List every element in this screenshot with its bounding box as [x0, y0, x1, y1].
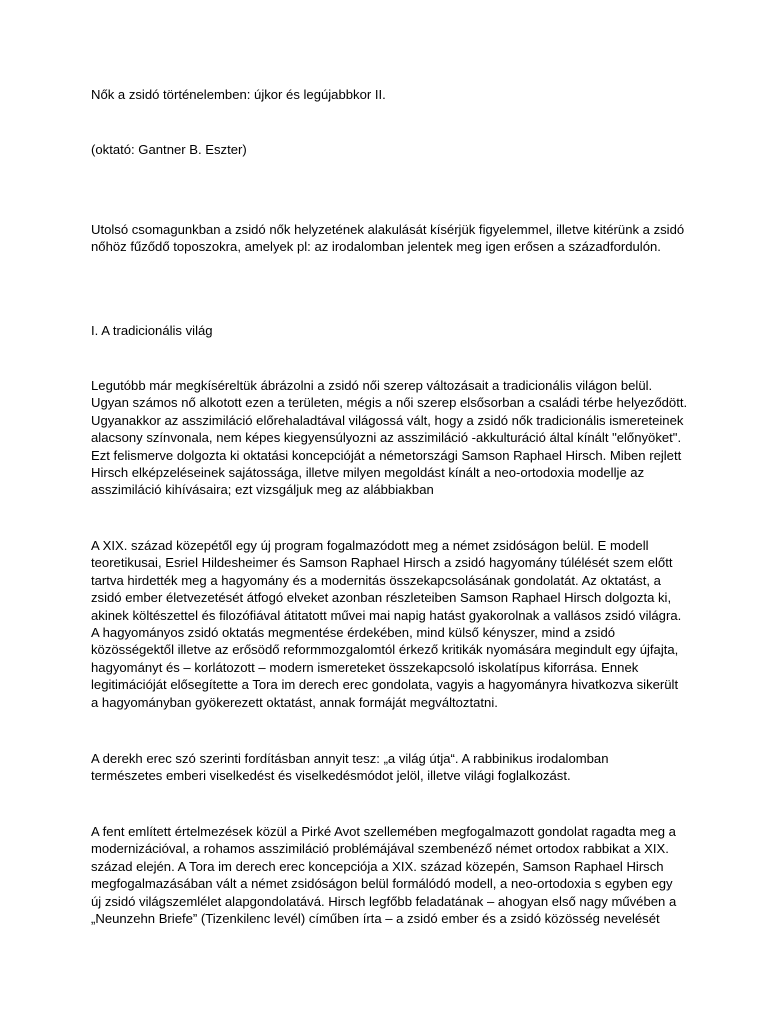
text-line: nőhöz fűződő toposzokra, amelyek pl: az irodalomban jelentek meg igen erősen a századfordulón. [91, 239, 661, 255]
text-line: hagyományt és – korlátozott – modern ismereteket összekapcsoló iskolatípus kiforrása. Ennek [91, 659, 639, 675]
text-line: Ezt felismerve dolgozta ki oktatási koncepcióját a németországi Samson Raphael Hirsch. Miben rejlett [91, 447, 682, 463]
text-line: megfogalmazásában vált a német zsidóságon belül formálódó modell, a neo-ortodoxia s egyben egy [91, 876, 673, 892]
text-line: Hirsch elképzeléseinek sajátossága, illetve milyen megoldást kínált a neo-ortodoxia modellje az [91, 465, 645, 481]
document-title: Nők a zsidó történelemben: újkor és legújabbkor II. [91, 87, 386, 102]
text-line: zsidó ember életvezetését átfogó elveket azonban részleteiben Samson Raphael Hirsch dolgozta ki, [91, 590, 672, 606]
text-line: alacsony színvonala, nem képes kiegyensúlyozni az asszimiláció -akkulturáció által kínált "előnyöket". [91, 430, 682, 446]
text-line: Ugyan számos nő alkotott ezen a területen, mégis a női szerep elsősorban a családi térbe helyeződött. [91, 395, 688, 411]
text-line: A hagyományos zsidó oktatás megmentése érdekében, mind külső kényszer, mind a zsidó [91, 625, 616, 641]
text-line: modernizációval, a rohamos asszimiláció problémájával szembenéző német ortodox rabbikat a XIX. [91, 841, 669, 857]
text-line: teoretikusai, Esriel Hildesheimer és Samson Raphael Hirsch a zsidó hagyomány túlélését szem előtt [91, 555, 673, 571]
text-line: A XIX. század közepétől egy új program fogalmazódott meg a német zsidóságon belül. E modell [91, 538, 649, 553]
section-heading: I. A tradicionális világ [91, 323, 213, 338]
text-line: Utolsó csomagunkban a zsidó nők helyzetének alakulását kísérjük figyelemmel, illetve kitérünk a zsidó [91, 222, 685, 237]
text-line: asszimiláció kihívásaira; ezt vizsgáljuk meg az alábbiakban [91, 482, 434, 498]
text-line: század elején. A Tora im derech erec koncepciója a XIX. század közepén, Samson Raphael Hirsch [91, 858, 664, 874]
text-line: akinek költészettel és filozófiával átitatott művei mai napig hatást gyakorolnak a vallásos zsidó világra. [91, 607, 682, 623]
instructor-line: (oktató: Gantner B. Eszter) [91, 142, 247, 157]
text-line: „Neunzehn Briefe” (Tizenkilenc levél) címűben írta – a zsidó ember és a zsidó közösség nevelését [91, 911, 660, 927]
text-line: a hagyományban gyökerezett oktatást, annak formáját megváltoztatni. [91, 694, 498, 710]
text-line: legitimációját elősegítette a Tora im derech erec gondolata, vagyis a hagyományra hivatkozva sikerült [91, 677, 679, 693]
paragraph-2 [91, 537, 681, 711]
text-line: természetes emberi viselkedést és viselkedésmódot jelöl, illetve világi foglalkozást. [91, 768, 571, 784]
paragraph-4 [91, 823, 681, 927]
intro-paragraph [91, 221, 685, 256]
paragraph-3 [91, 750, 681, 785]
paragraph-1 [91, 377, 688, 499]
text-line: Ugyanakkor az asszimiláció előrehaladtával világossá vált, hogy a zsidó nők tradicionális ismereteinek [91, 412, 684, 428]
text-line: tartva hirdették meg a hagyomány és a modernitás összekapcsolásának gondolatát. Az oktatást, a [91, 572, 661, 588]
text-line: Legutóbb már megkíséreltük ábrázolni a zsidó női szerep változásait a tradicionális világon belül. [91, 378, 653, 393]
text-line: közösségektől illetve az erősödő reformmozgalomtól érkező kritikák nyomására megindult egy újfajta, [91, 642, 679, 658]
text-line: A fent említett értelmezések közül a Pirké Avot szellemében megfogalmazott gondolat ragadta meg a [91, 824, 676, 839]
text-line: új zsidó világszemlélet alapgondolatává. Hirsch legfőbb feladatának – ahogyan első nagy művében a [91, 893, 677, 909]
text-line: A derekh erec szó szerinti fordításban annyit tesz: „a világ útja“. A rabbinikus irodalomban [91, 751, 609, 766]
